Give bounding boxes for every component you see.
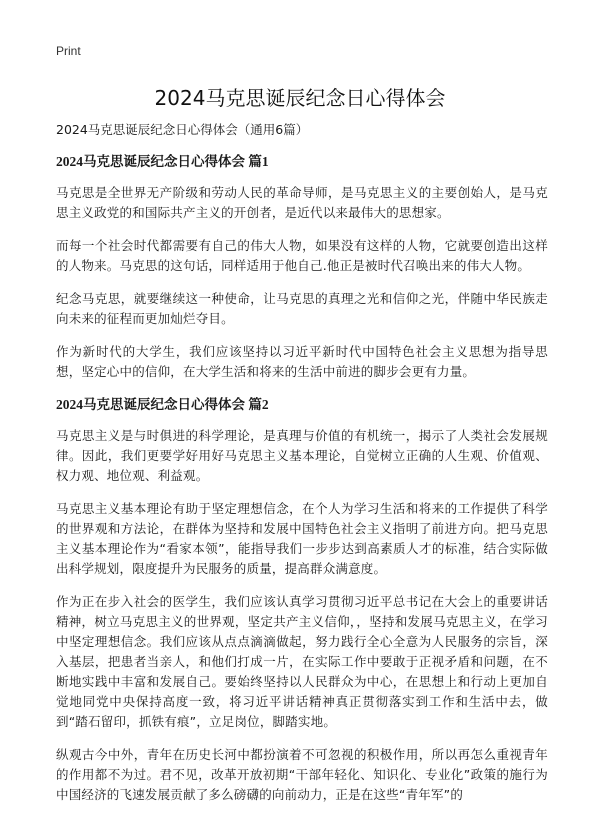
paragraph: 马克思是全世界无产阶级和劳动人民的革命导师，是马克思主义的主要创始人，是马克思主义政党的和国际共产主义的开创者，是近代以来最伟大的思想家。 (56, 185, 548, 220)
paragraph: 纪念马克思，就要继续这一种使命，让马克思的真理之光和信仰之光，伴随中华民族走向未来的征程而更加灿烂夺目。 (56, 291, 548, 326)
print-link[interactable]: Print (56, 44, 81, 58)
section-heading-1: 2024马克思诞辰纪念日心得体会 篇1 (56, 154, 269, 169)
document-body (56, 120, 548, 818)
document-title: 2024马克思诞辰纪念日心得体会 (154, 86, 446, 110)
paragraph: 纵观古今中外，青年在历史长河中都扮演着不可忽视的积极作用，所以再怎么重视青年的作用都不为过。君不见，改革开放初期“干部年轻化、知识化、专业化”政策的施行为中国经济的飞速发展贡献了多么磅礴的向前动力，正是在这些“青年军”的 (56, 747, 548, 802)
paragraph: 而每一个社会时代都需要有自己的伟大人物，如果没有这样的人物，它就要创造出这样的人物来。马克思的这句话，同样适用于他自己.他正是被时代召唤出来的伟大人物。 (56, 238, 548, 273)
paragraph: 作为正在步入社会的医学生，我们应该认真学习贯彻习近平总书记在大会上的重要讲话精神，树立马克思主义的世界观，坚定共产主义信仰，，坚持和发展马克思主义，在学习中坚定理想信念。我们应该从点点滴滴做起，努力践行全心全意为人民服务的宗旨，深入基层，把患者当亲人，和他们打成一片，在实际工作中要敢于正视矛盾和问题，在不断地实践中丰富和发展自己。要始终坚持以人民群众为中心，在思想上和行动上更加自觉地同党中央保持高度一致，将习近平讲话精神真正贯彻落实到工作和生活中去，做到“踏石留印，抓铁有痕”，立足岗位，脚踏实地。 (56, 594, 548, 729)
paragraph: 马克思主义是与时俱进的科学理论，是真理与价值的有机统一，揭示了人类社会发展规律。因此，我们更要学好用好马克思主义基本理论，自觉树立正确的人生观、价值观、权力观、地位观、利益观。 (56, 428, 548, 483)
document-subtitle: 2024马克思诞辰纪念日心得体会（通用6篇） (56, 122, 309, 137)
paragraph: 作为新时代的大学生，我们应该坚持以习近平新时代中国特色社会主义思想为指导思想，坚定心中的信仰，在大学生活和将来的生活中前进的脚步会更有力量。 (56, 344, 548, 379)
paragraph: 马克思主义基本理论有助于坚定理想信念，在个人为学习生活和将来的工作提供了科学的世界观和方法论，在群体为坚持和发展中国特色社会主义指明了前进方向。把马克思主义基本理论作为“看家本领”，能指导我们一步步达到高素质人才的标准，结合实际做出科学规划，限度提升为民服务的质量，提高群众满意度。 (56, 501, 548, 576)
section-heading-2: 2024马克思诞辰纪念日心得体会 篇2 (56, 397, 269, 412)
